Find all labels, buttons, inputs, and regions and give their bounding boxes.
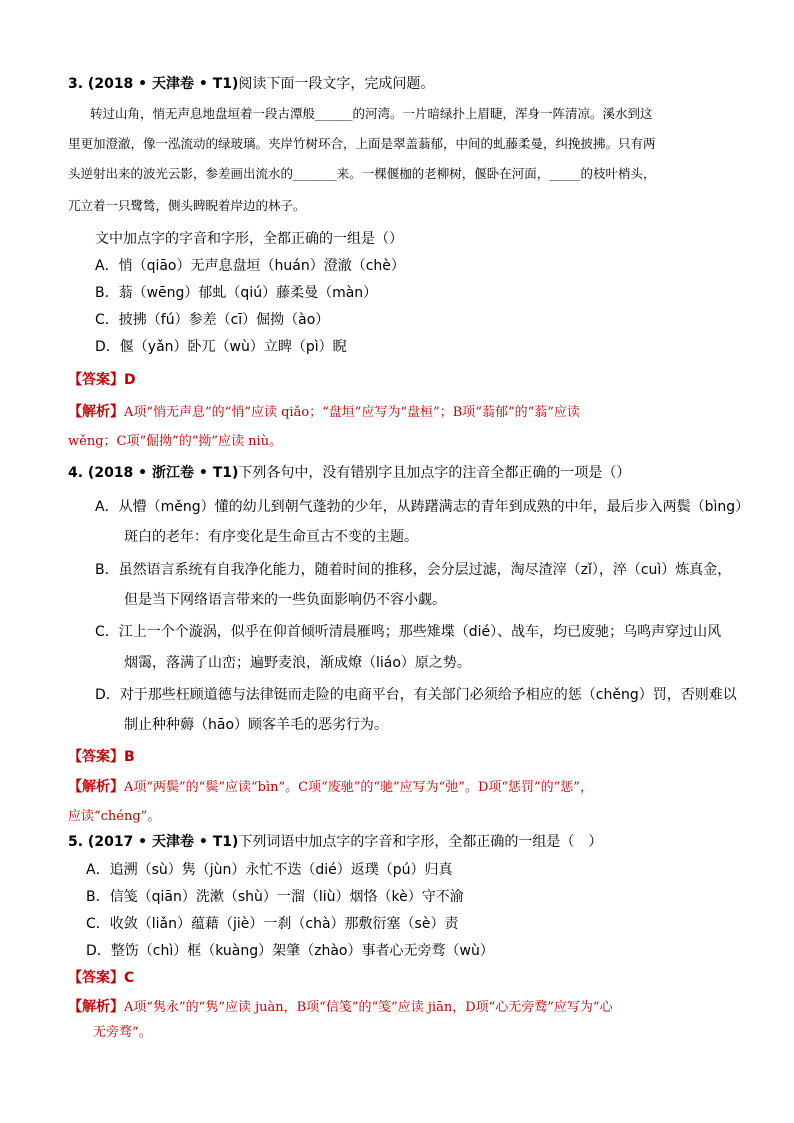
question-4-instruction: 下列各句中，没有错别字且加点字的注音全都正确的一项是（）	[238, 465, 631, 481]
question-5-analysis	[68, 997, 613, 1018]
question-5-title	[68, 832, 602, 852]
question-3-instruction: 阅读下面一段文字，完成问题。	[238, 76, 435, 92]
question-4-option-a-cont: 斑白的老年：有序变化是生命亘古不变的主题。	[124, 529, 418, 545]
analysis-line: A项“两鬓”的“鬓”应读“bìn”。C项“废驰”的“驰”应写为“弛”。D项“惩罚”的“惩”，	[124, 780, 593, 795]
question-4-option-a: A．从懵（měng）懂的幼儿到朝气蓬勃的少年，从踌躇满志的青年到成熟的中年，最后步入两鬓（bìng）	[95, 499, 750, 515]
question-4-option-d-cont: 制止种种薅（hāo）顾客羊毛的恶劣行为。	[124, 717, 389, 733]
question-3-analysis	[68, 402, 580, 423]
analysis-line: A项“悄无声息”的“悄”应读 qiǎo；“盘垣”应写为“盘桓”；B项“蓊郁”的“蓊”应读	[124, 405, 580, 420]
question-5-option-c: C．收敛（liǎn）蕴藉（jiè）一刹（chà）那敷衍塞（sè）责	[86, 916, 459, 932]
passage-line: 兀立着一只鹭鸶，侧头睥睨着岸边的林子。	[68, 198, 306, 213]
question-4-source: 4. (2018 • 浙江卷 • T1)	[68, 465, 239, 481]
question-3-option-b: B．蓊（wēng）郁虬（qiú）藤柔曼（màn）	[95, 285, 378, 301]
question-4-option-b-cont: 但是当下网络语言带来的一些负面影响仍不容小觑。	[124, 592, 446, 608]
question-5-instruction: 下列词语中加点字的字音和字形，全都正确的一组是（ ）	[238, 834, 603, 850]
question-3-option-c: C．披拂（fú）参差（cī）倔拗（ào）	[95, 312, 330, 328]
answer-label: 【答案】	[68, 372, 124, 388]
question-3-option-a: A．悄（qiāo）无声息盘垣（huán）澄澈（chè）	[95, 258, 405, 274]
question-3-stem: 文中加点字的字音和字形，全都正确的一组是（）	[95, 231, 403, 247]
question-3-option-d: D．偃（yǎn）卧兀（wù）立睥（pì）睨	[95, 339, 347, 355]
question-4-option-c-cont: 烟霭，落满了山峦；遍野麦浪，渐成燎（liáo）原之势。	[124, 655, 471, 671]
passage-line: 里更加澄澈，像一泓流动的绿玻璃。夹岸竹树环合，上面是翠盖蓊郁，中间的虬藤柔曼，纠挽披拂。只有两	[68, 136, 656, 151]
answer-value: D	[124, 372, 136, 388]
analysis-line: 应读“chéng”。	[68, 809, 161, 824]
question-5-option-b: B．信笺（qiān）洗漱（shù）一溜（liù）烟恪（kè）守不渝	[86, 889, 464, 905]
analysis-label: 【解析】	[68, 779, 124, 795]
question-5-answer	[68, 968, 134, 988]
question-4-option-b: B．虽然语言系统有自我净化能力，随着时间的推移，会分层过滤，淘尽渣滓（zǐ），淬（cuì）炼真金，	[95, 562, 732, 578]
answer-value: B	[124, 749, 135, 765]
question-5-option-d: D．整饬（chì）框（kuàng）架肇（zhào）事者心无旁骛（wù）	[86, 943, 494, 959]
question-5-option-a: A．追溯（sù）隽（jùn）永忙不迭（dié）返璞（pú）归真	[86, 862, 453, 878]
question-4-analysis	[68, 777, 593, 798]
passage-line: 转过山角，悄无声息地盘垣着一段古潭般______的河湾。一片暗绿扑上眉睫，浑身一阵清凉。溪水到这	[90, 106, 653, 121]
question-4-answer	[68, 747, 135, 767]
question-4-option-c: C．江上一个个漩涡，似乎在仰首倾听清晨雁鸣；那些雉堞（dié）、战车，均已废驰；乌鸣声穿过山风	[95, 624, 722, 640]
answer-label: 【答案】	[68, 970, 124, 986]
question-5-source: 5. (2017 • 天津卷 • T1)	[68, 834, 239, 850]
analysis-label: 【解析】	[68, 999, 124, 1015]
question-4-option-d: D．对于那些枉顾道德与法律铤而走险的电商平台，有关部门必须给予相应的惩（chěng）罚，否则难以	[95, 687, 737, 703]
analysis-line: A项“隽永”的“隽”应读 juàn，B项“信笺”的“笺”应读 jiān，D项“心无旁鹜”应写为“心	[124, 1000, 613, 1015]
question-4-title	[68, 463, 630, 483]
question-3-source: 3. (2018 • 天津卷 • T1)	[68, 76, 239, 92]
answer-value: C	[124, 970, 135, 986]
question-3-answer	[68, 370, 136, 390]
question-3-title	[68, 74, 434, 94]
passage-line: 头逆射出来的波光云影，参差画出流水的_______来。一棵偃枷的老柳树，偃卧在河面，_____的枝叶梢头，	[68, 166, 656, 181]
answer-label: 【答案】	[68, 749, 124, 765]
analysis-line: 无旁骛“。	[93, 1025, 152, 1040]
analysis-line: wěng；C项“倔拗”的“拗”应读 niù。	[68, 434, 283, 449]
analysis-label: 【解析】	[68, 404, 124, 420]
